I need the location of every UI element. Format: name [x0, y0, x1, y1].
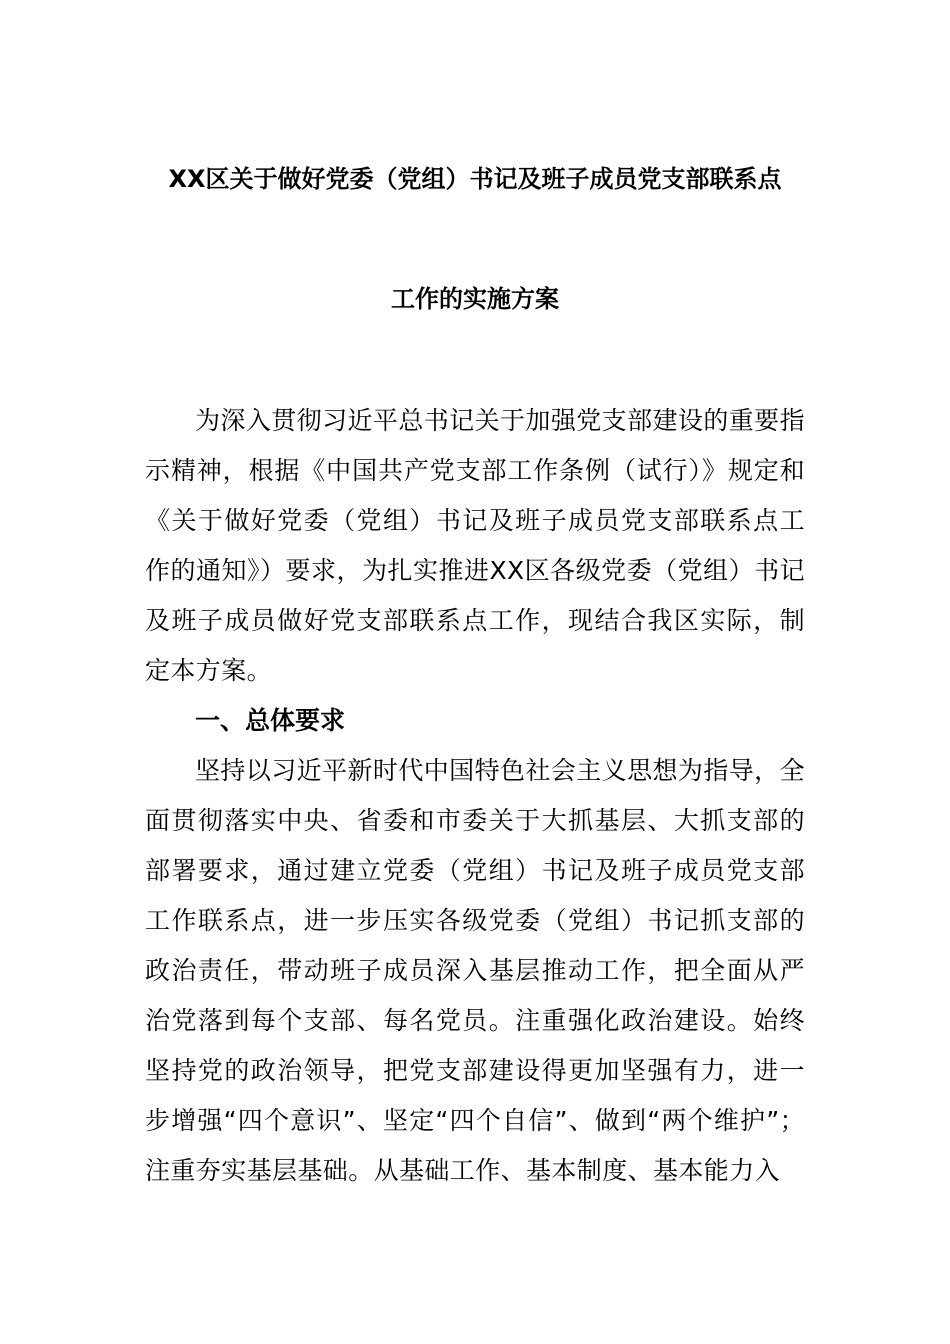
intro-paragraph: 为深入贯彻习近平总书记关于加强党支部建设的重要指示精神，根据《中国共产党支部工作条例（试行）》规定和《关于做好党委（党组）书记及班子成员党支部联系点工作的通知》）要求，为扎实推进XX区各级党委（党组）书记及班子成员做好党支部联系点工作，现结合我区实际，制定本方案。	[145, 406, 805, 685]
section-paragraph-general-requirements: 坚持以习近平新时代中国特色社会主义思想为指导，全面贯彻落实中央、省委和市委关于大抓基层、大抓支部的部署要求，通过建立党委（党组）书记及班子成员党支部工作联系点，进一步压实各级党委（党组）书记抓支部的政治责任，带动班子成员深入基层推动工作，把全面从严治党落到每个支部、每名党员。注重强化政治建设。始终坚持党的政治领导，把党支部建设得更加坚强有力，进一步增强“四个意识”、坚定“四个自信”、做到“两个维护”；注重夯实基层基础。从基础工作、基本制度、基本能力入	[145, 756, 805, 1185]
document-body	[145, 396, 805, 1196]
section-heading-general-requirements: 一、总体要求	[195, 706, 346, 735]
document-title-line-1: XX区关于做好党委（党组）书记及班子成员党支部联系点	[168, 165, 782, 193]
document-title-line-2: 工作的实施方案	[391, 285, 559, 313]
